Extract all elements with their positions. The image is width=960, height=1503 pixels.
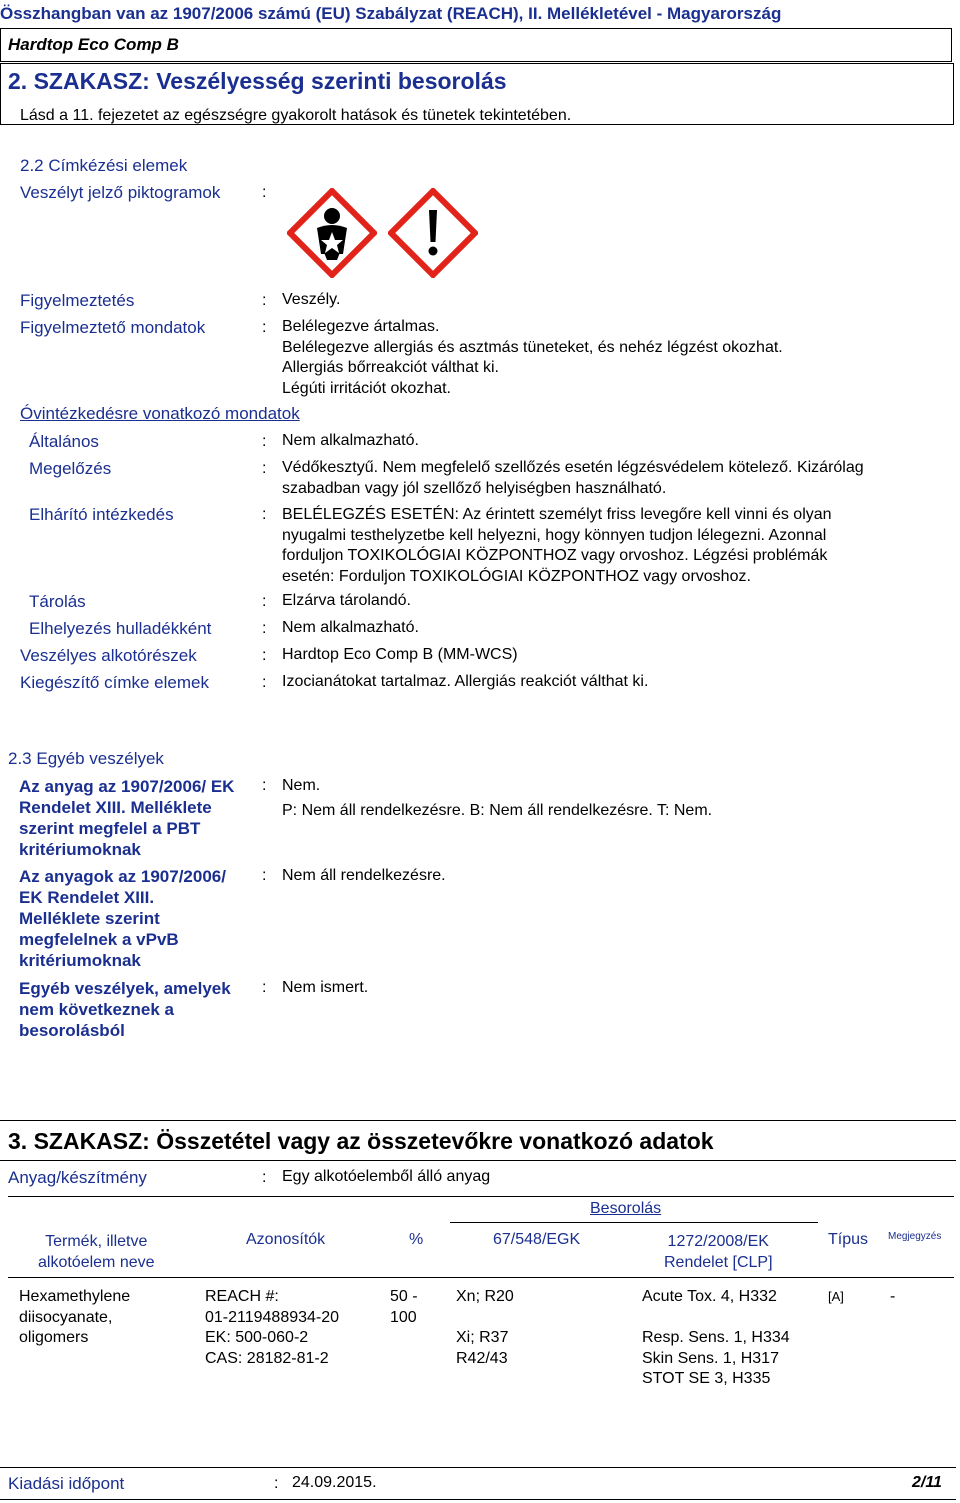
hazard-statement-line: Légúti irritációt okozhat. bbox=[282, 379, 451, 397]
page-number: 2/11 bbox=[912, 1474, 942, 1491]
colon: : bbox=[262, 593, 267, 610]
classification-group-header: Besorolás bbox=[590, 1200, 662, 1217]
response-line: nyugalmi testhelyzetbe kell helyezni, hogy könnyen tudjon lélegezni. Azonnal bbox=[282, 526, 827, 544]
colon: : bbox=[262, 620, 267, 637]
response-line: esetén: Forduljon TOXIKOLÓGIAI KÖZPONTHOZ vagy orvoshoz. bbox=[282, 567, 751, 585]
section-3-bottom-rule bbox=[0, 1160, 956, 1161]
disposal-value: Nem alkalmazható. bbox=[282, 619, 419, 636]
row-type: [A] bbox=[828, 1289, 844, 1304]
response-line: BELÉLEGZÉS ESETÉN: Az érintett személyt friss levegőre kell vinni és olyan bbox=[282, 506, 832, 523]
pbt-value: Nem. bbox=[282, 777, 321, 794]
disposal-label: Elhelyezés hulladékként bbox=[29, 619, 212, 638]
footer-top-rule bbox=[0, 1467, 956, 1468]
vpvb-label: Az anyagok az 1907/2006/ EK Rendelet XIII. Melléklete szerint megfelelnek a vPvB kritériumoknak bbox=[19, 867, 226, 970]
section-3-top-rule bbox=[0, 1120, 956, 1121]
header-identifiers: Azonosítók bbox=[246, 1231, 326, 1248]
other-hazards-value: Nem ismert. bbox=[282, 979, 369, 996]
table-top-rule bbox=[8, 1196, 954, 1197]
colon: : bbox=[262, 867, 267, 884]
document-header-title: Összhangban van az 1907/2006 számú (EU) Szabályzat (REACH), II. Mellékletével - Magyarország bbox=[0, 4, 782, 23]
colon: : bbox=[262, 433, 267, 450]
colon: : bbox=[262, 506, 267, 523]
response-line: forduljon TOXIKOLÓGIAI KÖZPONTHOZ vagy orvoshoz. Légzési problémák bbox=[282, 547, 828, 564]
general-label: Általános bbox=[29, 432, 99, 451]
row-product-name: Hexamethylene diisocyanate, oligomers bbox=[19, 1288, 131, 1346]
row-identifiers: REACH #: 01-2119488934-20 EK: 500-060-2 CAS: 28182-81-2 bbox=[205, 1288, 340, 1367]
product-name: Hardtop Eco Comp B bbox=[8, 35, 179, 54]
other-hazards-label: Egyéb veszélyek, amelyek nem következnek a besorolásból bbox=[19, 979, 231, 1040]
row-note: - bbox=[890, 1288, 896, 1305]
substance-label: Anyag/készítmény bbox=[8, 1168, 147, 1187]
exclamation-mark-pictogram-icon bbox=[388, 188, 478, 278]
substance-value: Egy alkotóelemből álló anyag bbox=[282, 1168, 491, 1185]
row-egk-classification: Xn; R20 Xi; R37 R42/43 bbox=[456, 1288, 514, 1367]
pictogram-label: Veszélyt jelző piktogramok bbox=[20, 183, 221, 202]
issue-date-value: 24.09.2015. bbox=[292, 1474, 377, 1491]
prevention-line: Védőkesztyű. Nem megfelelő szellőzés esetén légzésvédelem kötelező. Kizárólag bbox=[282, 459, 864, 476]
colon: : bbox=[262, 292, 267, 309]
storage-label: Tárolás bbox=[29, 592, 86, 611]
colon: : bbox=[262, 674, 267, 691]
prevention-label: Megelőzés bbox=[29, 459, 112, 478]
header-clp: 1272/2008/EK Rendelet [CLP] bbox=[664, 1233, 773, 1271]
hazard-statement-line: Belélegezve allergiás és asztmás tüneteket, és nehéz légzést okozhat. bbox=[282, 338, 783, 356]
header-type: Típus bbox=[828, 1231, 869, 1248]
classification-underline bbox=[450, 1222, 818, 1223]
row-clp-classification: Acute Tox. 4, H332 Resp. Sens. 1, H334 Skin Sens. 1, H317 STOT SE 3, H335 bbox=[642, 1288, 790, 1387]
section-2-title: 2. SZAKASZ: Veszélyesség szerinti besorolás bbox=[8, 68, 507, 94]
section-2-note: Lásd a 11. fejezetet az egészségre gyakorolt hatások és tünetek tekintetében. bbox=[20, 107, 572, 124]
colon: : bbox=[274, 1475, 279, 1492]
precautionary-statements-heading: Óvintézkedésre vonatkozó mondatok bbox=[20, 404, 300, 423]
pbt-label: Az anyag az 1907/2006/ EK Rendelet XIII. Melléklete szerint megfelel a PBT kritériumoknak bbox=[19, 777, 235, 859]
storage-value: Elzárva tárolandó. bbox=[282, 592, 411, 609]
supplemental-label-elements-label: Kiegészítő címke elemek bbox=[20, 673, 209, 692]
prevention-line: szabadban vagy jól szellőző helyiségben használható. bbox=[282, 479, 667, 497]
signal-word-label: Figyelmeztetés bbox=[20, 291, 135, 310]
table-header-rule bbox=[8, 1277, 954, 1278]
section-3-title: 3. SZAKASZ: Összetétel vagy az összetevőkre vonatkozó adatok bbox=[8, 1128, 714, 1154]
footer-bottom-rule bbox=[0, 1499, 956, 1500]
subsection-2-2-title: 2.2 Címkézési elemek bbox=[20, 156, 188, 175]
hazard-statements-label: Figyelmeztető mondatok bbox=[20, 318, 206, 337]
hazard-statement-line: Allergiás bőrreakciót válthat ki. bbox=[282, 359, 499, 376]
colon: : bbox=[262, 647, 267, 664]
row-percent: 50 - 100 bbox=[390, 1288, 418, 1326]
header-egk: 67/548/EGK bbox=[493, 1231, 581, 1248]
colon: : bbox=[262, 979, 267, 996]
hazard-statement-line: Belélegezve ártalmas. bbox=[282, 318, 440, 335]
pbt-value-detail: P: Nem áll rendelkezésre. B: Nem áll rendelkezésre. T: Nem. bbox=[282, 802, 713, 819]
hazardous-components-label: Veszélyes alkotórészek bbox=[20, 646, 197, 665]
subsection-2-3-title: 2.3 Egyéb veszélyek bbox=[8, 749, 164, 768]
header-note: Megjegyzés bbox=[888, 1231, 942, 1242]
response-label: Elhárító intézkedés bbox=[29, 505, 174, 524]
colon: : bbox=[262, 1169, 267, 1186]
header-product-name: Termék, illetve alkotóelem neve bbox=[38, 1233, 155, 1271]
general-value: Nem alkalmazható. bbox=[282, 432, 419, 449]
colon: : bbox=[262, 777, 267, 794]
header-percent: % bbox=[409, 1231, 424, 1248]
colon: : bbox=[262, 184, 267, 201]
colon: : bbox=[262, 319, 267, 336]
colon: : bbox=[262, 460, 267, 477]
vpvb-value: Nem áll rendelkezésre. bbox=[282, 867, 446, 884]
signal-word-value: Veszély. bbox=[282, 291, 341, 308]
health-hazard-pictogram-icon bbox=[287, 188, 377, 278]
issue-date-label: Kiadási időpont bbox=[8, 1474, 125, 1493]
supplemental-label-elements-value: Izocianátokat tartalmaz. Allergiás reakciót válthat ki. bbox=[282, 673, 649, 690]
hazardous-components-value: Hardtop Eco Comp B (MM-WCS) bbox=[282, 646, 518, 663]
